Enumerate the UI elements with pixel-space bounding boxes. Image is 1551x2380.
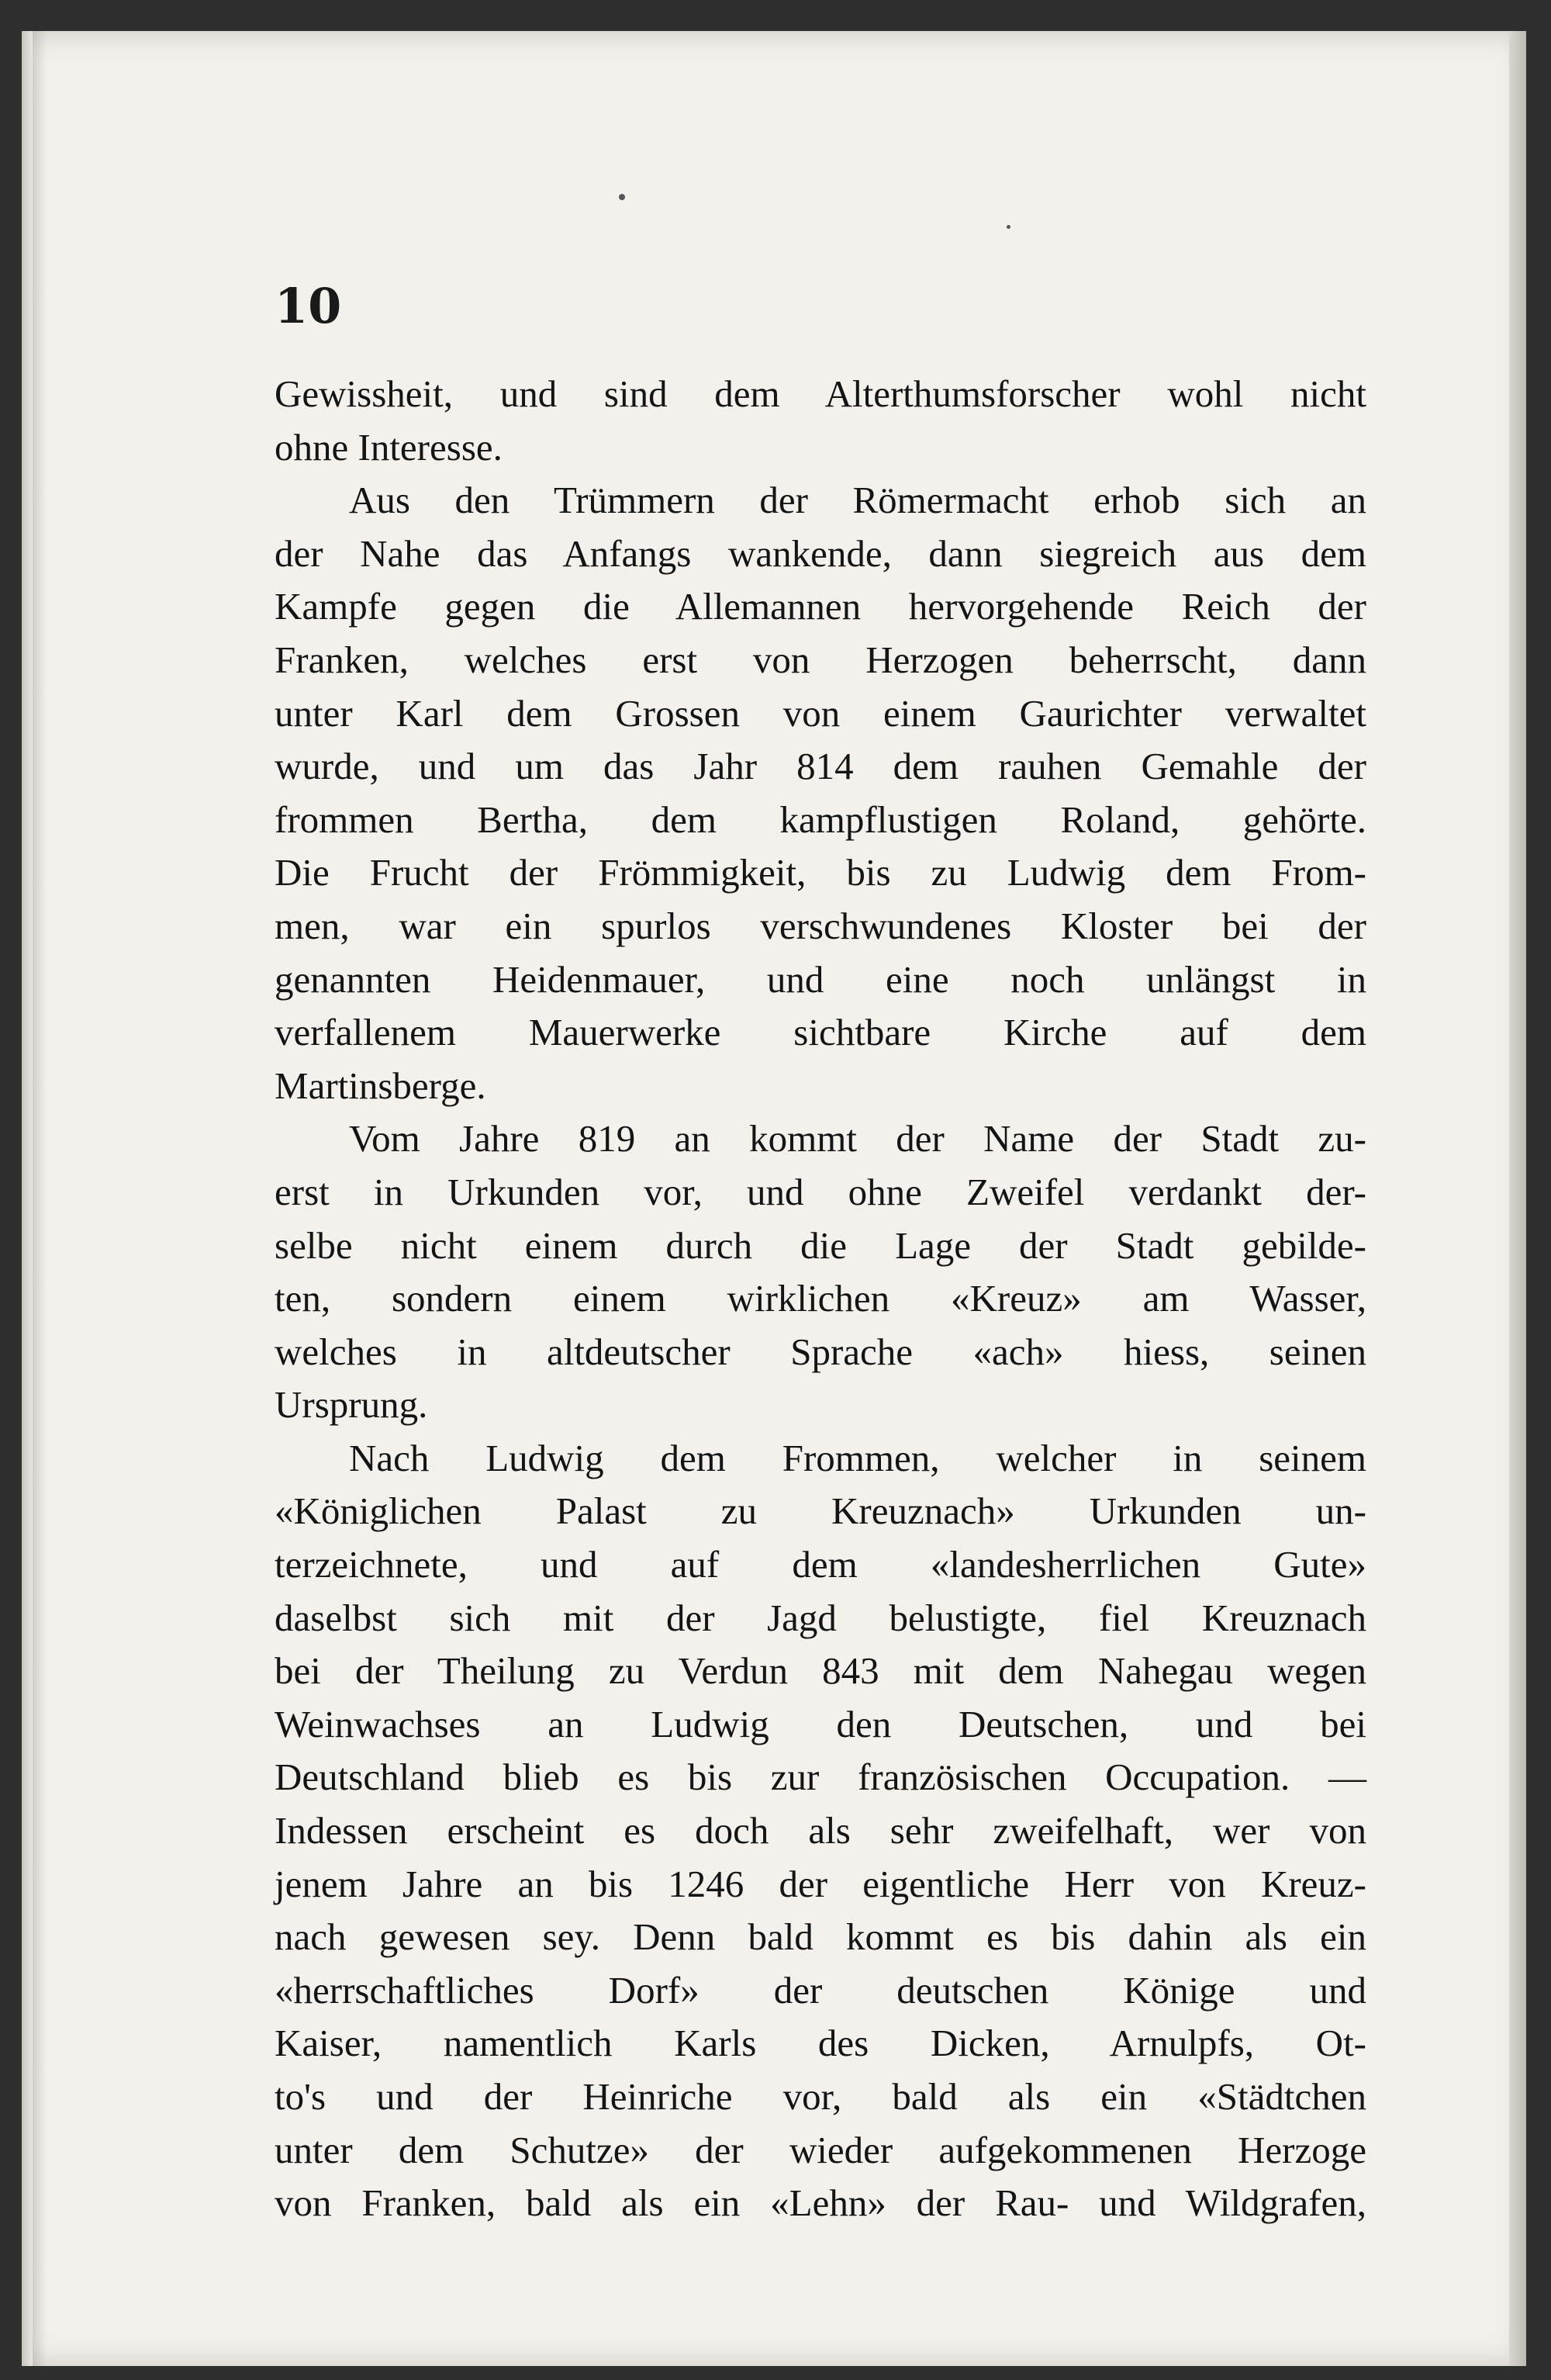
page-number: 10 bbox=[275, 278, 342, 334]
text-line: unter dem Schutze» der wieder aufgekommenen Herzoge bbox=[275, 2128, 1366, 2171]
page-edge-right bbox=[1509, 31, 1526, 2366]
spine-shadow bbox=[33, 31, 47, 2366]
text-line: der Nahe das Anfangs wankende, dann siegreich aus dem bbox=[275, 531, 1366, 575]
body-text bbox=[275, 368, 1366, 2230]
text-line: to's und der Heinriche vor, bald als ein «Städtchen bbox=[275, 2075, 1366, 2118]
text-line: daselbst sich mit der Jagd belustigte, fiel Kreuznach bbox=[275, 1596, 1366, 1639]
text-line: Die Frucht der Frömmigkeit, bis zu Ludwig dem From- bbox=[275, 851, 1366, 894]
text-line: nach gewesen sey. Denn bald kommt es bis dahin als ein bbox=[275, 1915, 1366, 1959]
text-line: Gewissheit, und sind dem Alterthumsforscher wohl nicht bbox=[275, 372, 1366, 415]
text-line: Kaiser, namentlich Karls des Dicken, Arnulpfs, Ot- bbox=[275, 2022, 1366, 2065]
text-line: erst in Urkunden vor, und ohne Zweifel verdankt der- bbox=[275, 1170, 1366, 1213]
text-line: Aus den Trümmern der Römermacht erhob sich an bbox=[349, 479, 1366, 522]
text-line: welches in altdeutscher Sprache «ach» hiess, seinen bbox=[275, 1330, 1366, 1373]
text-line: Ursprung. bbox=[275, 1383, 428, 1427]
text-line: Indessen erscheint es doch als sehr zweifelhaft, wer von bbox=[275, 1809, 1366, 1852]
text-line: «Königlichen Palast zu Kreuznach» Urkunden un- bbox=[275, 1489, 1366, 1533]
text-line: Nach Ludwig dem Frommen, welcher in seinem bbox=[349, 1436, 1366, 1479]
text-line: terzeichnete, und auf dem «landesherrlichen Gute» bbox=[275, 1543, 1366, 1586]
text-line: wurde, und um das Jahr 814 dem rauhen Gemahle der bbox=[275, 745, 1366, 788]
text-line: Deutschland blieb es bis zur französischen Occupation. — bbox=[275, 1756, 1366, 1799]
text-line: unter Karl dem Grossen von einem Gaurichter verwaltet bbox=[275, 691, 1366, 735]
ink-speck bbox=[619, 194, 625, 200]
ink-speck bbox=[1007, 225, 1010, 229]
text-line: Franken, welches erst von Herzogen beherrscht, dann bbox=[275, 638, 1366, 681]
text-line: ten, sondern einem wirklichen «Kreuz» am Wasser, bbox=[275, 1277, 1366, 1320]
text-line: ohne Interesse. bbox=[275, 425, 503, 469]
text-line: selbe nicht einem durch die Lage der Stadt gebilde- bbox=[275, 1223, 1366, 1267]
text-line: von Franken, bald als ein «Lehn» der Rau- und Wildgrafen, bbox=[275, 2181, 1366, 2225]
text-line: verfallenem Mauerwerke sichtbare Kirche auf dem bbox=[275, 1011, 1366, 1054]
text-line: Vom Jahre 819 an kommt der Name der Stadt zu- bbox=[349, 1117, 1366, 1161]
text-line: genannten Heidenmauer, und eine noch unlängst in bbox=[275, 957, 1366, 1001]
text-line: men, war ein spurlos verschwundenes Kloster bei der bbox=[275, 904, 1366, 947]
text-line: jenem Jahre an bis 1246 der eigentliche Herr von Kreuz- bbox=[275, 1862, 1366, 1905]
text-line: bei der Theilung zu Verdun 843 mit dem Nahegau wegen bbox=[275, 1649, 1366, 1693]
text-line: Martinsberge. bbox=[275, 1064, 486, 1107]
page-edge-left bbox=[22, 31, 33, 2366]
text-line: «herrschaftliches Dorf» der deutschen Könige und bbox=[275, 1968, 1366, 2012]
text-line: Kampfe gegen die Allemannen hervorgehende Reich der bbox=[275, 585, 1366, 628]
text-line: frommen Bertha, dem kampflustigen Roland, gehörte. bbox=[275, 797, 1366, 841]
book-page bbox=[22, 31, 1526, 2366]
text-line: Weinwachses an Ludwig den Deutschen, und bei bbox=[275, 1702, 1366, 1745]
